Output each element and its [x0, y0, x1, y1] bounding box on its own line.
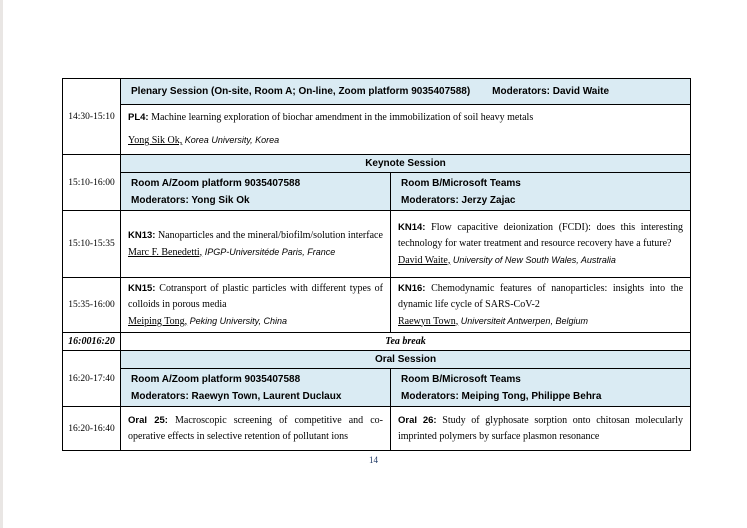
room-name: Room A/Zoom platform 9035407588 [131, 177, 301, 189]
talk-code: PL4: [128, 112, 149, 123]
oral-session-header: Oral Session [121, 351, 691, 369]
room-moderators: Moderators: Meiping Tong, Philippe Behra [401, 390, 602, 402]
speaker-line [128, 129, 683, 152]
keynote-room-a-header [121, 173, 391, 211]
talk-description [128, 228, 383, 244]
speaker-name: Yong Sik Ok, [128, 135, 183, 146]
talk-cell-kn14 [391, 211, 691, 278]
keynote-session-header: Keynote Session [121, 155, 691, 173]
speaker-affiliation: Korea University, Korea [182, 135, 280, 145]
speaker-line [398, 252, 683, 269]
time-cell-kn15-kn16: 15:35-16:00 [63, 278, 121, 333]
talk-description [128, 107, 683, 129]
speaker-name: Marc F. Benedetti, [128, 246, 203, 258]
speaker-name: Meiping Tong, [128, 315, 188, 327]
room-moderators: Moderators: Raewyn Town, Laurent Duclaux [131, 390, 342, 402]
speaker-name: David Waite, [398, 254, 451, 266]
speaker-affiliation: University of New South Wales, Australia [450, 254, 616, 265]
talk-description [128, 281, 383, 313]
page-edge-shadow [0, 0, 3, 528]
talk-cell-oral25 [121, 407, 391, 451]
talk-description [398, 281, 683, 313]
plenary-session-header [121, 79, 691, 105]
speaker-affiliation: Universiteit Antwerpen, Belgium [458, 315, 588, 326]
tea-break-cell: Tea break [121, 333, 691, 351]
talk-title: Macroscopic screening of competitive and co-operative effects in selective retention of pollutant ions [128, 414, 383, 442]
plenary-talk-cell [121, 105, 691, 155]
talk-code: Oral 26: [398, 414, 437, 426]
oral-room-b-header [391, 369, 691, 407]
oral-room-a-header [121, 369, 391, 407]
talk-title: Nanoparticles and the mineral/biofilm/solution interface [155, 229, 383, 241]
speaker-affiliation: Peking University, China [187, 315, 287, 326]
talk-code: Oral 25: [128, 414, 168, 426]
talk-description [128, 413, 383, 445]
speaker-line [128, 313, 383, 330]
time-cell-oral25-26: 16:20-16:40 [63, 407, 121, 451]
talk-title: Study of glyphosate sorption onto chitosan molecularly imprinted polymers by surface plasmon resonance [398, 414, 684, 442]
talk-code: KN13: [128, 229, 156, 241]
talk-cell-oral26 [391, 407, 691, 451]
page-number: 14 [369, 455, 378, 465]
talk-title: Machine learning exploration of biochar amendment in the immobilization of soil heavy metals [148, 112, 534, 123]
room-moderators: Moderators: Yong Sik Ok [131, 194, 250, 206]
talk-code: KN15: [128, 282, 156, 294]
keynote-room-b-header [391, 173, 691, 211]
room-moderators: Moderators: Jerzy Zajac [401, 194, 516, 206]
talk-title: Cotransport of plastic particles with different types of colloids in porous media [128, 282, 383, 310]
talk-title: Chemodynamic features of nanoparticles: insights into the dynamic life cycle of SARS-CoV-2 [398, 282, 684, 310]
talk-cell-kn15 [121, 278, 391, 333]
conference-program-table [62, 78, 691, 451]
talk-title: Flow capacitive deionization (FCDI): does this interesting technology for water treatment and resource recovery have a future? [398, 221, 684, 249]
talk-code: KN16: [398, 282, 426, 294]
time-cell-plenary: 14:30-15:10 [63, 79, 121, 155]
room-name: Room A/Zoom platform 9035407588 [131, 373, 301, 385]
speaker-line [128, 244, 383, 261]
room-name: Room B/Microsoft Teams [401, 177, 521, 189]
speaker-affiliation: IPGP-Universitéde Paris, France [202, 246, 336, 257]
time-cell-oral: 16:20-17:40 [63, 351, 121, 407]
room-name: Room B/Microsoft Teams [401, 373, 521, 385]
talk-cell-kn13 [121, 211, 391, 278]
speaker-line [398, 313, 683, 330]
speaker-name: Raewyn Town, [398, 315, 459, 327]
talk-description [398, 220, 683, 252]
time-cell-kn13-kn14: 15:10-15:35 [63, 211, 121, 278]
time-cell-keynote: 15:10-16:00 [63, 155, 121, 211]
talk-description [398, 413, 683, 445]
plenary-moderators: Moderators: David Waite [492, 86, 610, 97]
talk-cell-kn16 [391, 278, 691, 333]
talk-code: KN14: [398, 221, 426, 233]
time-cell-tea-break: 16:0016:20 [63, 333, 121, 351]
plenary-session-title: Plenary Session (On-site, Room A; On-line, Zoom platform 9035407588) [131, 86, 471, 97]
